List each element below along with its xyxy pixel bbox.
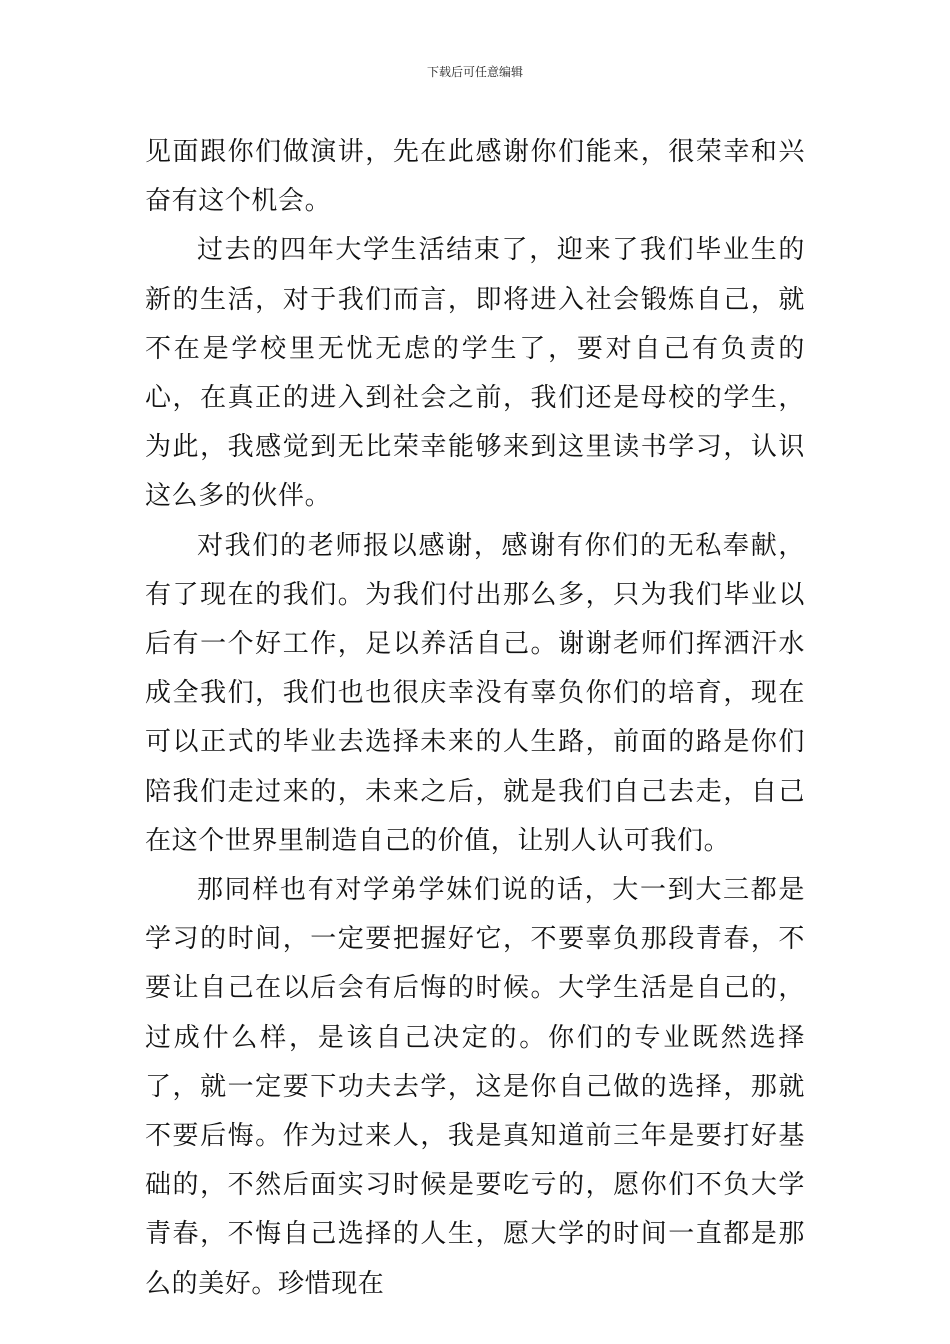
paragraph-2: 过去的四年大学生活结束了，迎来了我们毕业生的新的生活，对于我们而言，即将进入社会锻炼自己，就不在是学校里无忧无虑的学生了，要对自己有负责的心，在真正的进入到社会之前，我们还是母校的学生，为此，我感觉到无比荣幸能够来到这里读书学习，认识这么多的伙伴。 xyxy=(145,235,805,512)
paragraph-3: 对我们的老师报以感谢，感谢有你们的无私奉献，有了现在的我们。为我们付出那么多，只为我们毕业以后有一个好工作，足以养活自己。谢谢老师们挥洒汗水成全我们，我们也也很庆幸没有辜负你们的培育，现在可以正式的毕业去选择未来的人生路，前面的路是你们陪我们走过来的，未来之后，就是我们自己去走，自己在这个世界里制造自己的价值，让别人认可我们。 xyxy=(145,530,805,856)
paragraph-1: 见面跟你们做演讲，先在此感谢你们能来，很荣幸和兴奋有这个机会。 xyxy=(145,137,805,217)
speech-body xyxy=(145,128,805,1309)
page-header-note: 下载后可任意编辑 xyxy=(426,65,523,79)
paragraph-4: 那同样也有对学弟学妹们说的话，大一到大三都是学习的时间，一定要把握好它，不要辜负那段青春，不要让自己在以后会有后悔的时候。大学生活是自己的，过成什么样，是该自己决定的。你们的专业既然选择了，就一定要下功夫去学，这是你自己做的选择，那就不要后悔。作为过来人，我是真知道前三年是要打好基础的，不然后面实习时候是要吃亏的，愿你们不负大学青春，不悔自己选择的人生，愿大学的时间一直都是那么的美好。珍惜现在 xyxy=(145,875,805,1299)
